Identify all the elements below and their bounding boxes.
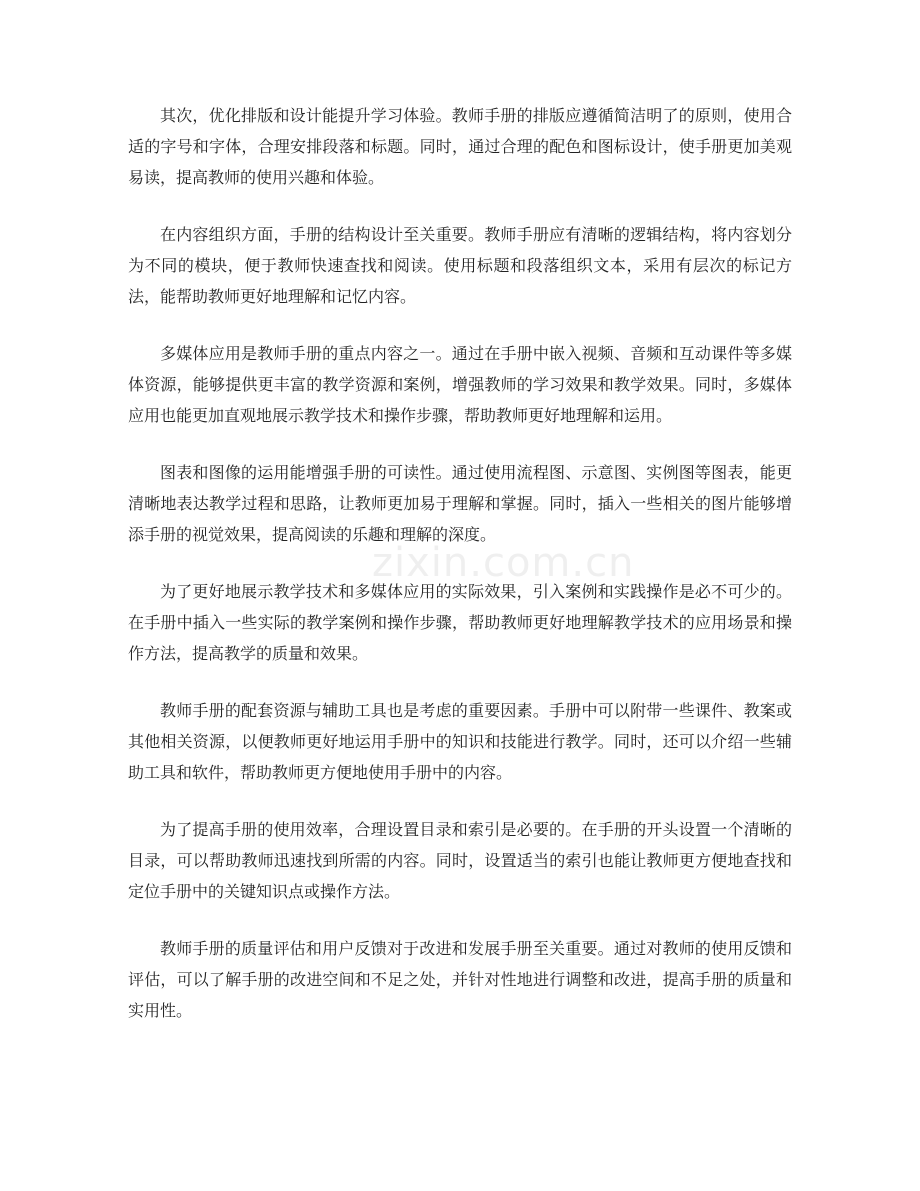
paragraph-4: 图表和图像的运用能增强手册的可读性。通过使用流程图、示意图、实例图等图表，能更清晰地表达教学过程和思路，让教师更加易于理解和掌握。同时，插入一些相关的图片能够增添手册的视觉效果，提高阅读的乐趣和理解的深度。: [128, 463, 792, 544]
paragraph-6: 教师手册的配套资源与辅助工具也是考虑的重要因素。手册中可以附带一些课件、教案或其他相关资源，以便教师更好地运用手册中的知识和技能进行教学。同时，还可以介绍一些辅助工具和软件，帮助教师更方便地使用手册中的内容。: [128, 701, 792, 782]
paragraph-3: 多媒体应用是教师手册的重点内容之一。通过在手册中嵌入视频、音频和互动课件等多媒体资源，能够提供更丰富的教学资源和案例，增强教师的学习效果和教学效果。同时，多媒体应用也能更加直观地展示教学技术和操作步骤，帮助教师更好地理解和运用。: [128, 344, 792, 425]
watermark: zixin.com.cn: [372, 540, 635, 586]
paragraph-5: 为了更好地展示教学技术和多媒体应用的实际效果，引入案例和实践操作是必不可少的。在手册中插入一些实际的教学案例和操作步骤，帮助教师更好地理解教学技术的应用场景和操作方法，提高教学的质量和效果。: [128, 582, 792, 663]
paragraph-8: 教师手册的质量评估和用户反馈对于改进和发展手册至关重要。通过对教师的使用反馈和评估，可以了解手册的改进空间和不足之处，并针对性地进行调整和改进，提高手册的质量和实用性。: [128, 939, 792, 1020]
paragraph-7: 为了提高手册的使用效率，合理设置目录和索引是必要的。在手册的开头设置一个清晰的目录，可以帮助教师迅速找到所需的内容。同时，设置适当的索引也能让教师更方便地查找和定位手册中的关键知识点或操作方法。: [128, 820, 792, 901]
document-body: [128, 100, 792, 1052]
paragraph-1: 其次，优化排版和设计能提升学习体验。教师手册的排版应遵循简洁明了的原则，使用合适的字号和字体，合理安排段落和标题。同时，通过合理的配色和图标设计，使手册更加美观易读，提高教师的使用兴趣和体验。: [128, 106, 792, 187]
paragraph-2: 在内容组织方面，手册的结构设计至关重要。教师手册应有清晰的逻辑结构，将内容划分为不同的模块，便于教师快速查找和阅读。使用标题和段落组织文本，采用有层次的标记方法，能帮助教师更好地理解和记忆内容。: [128, 225, 792, 306]
